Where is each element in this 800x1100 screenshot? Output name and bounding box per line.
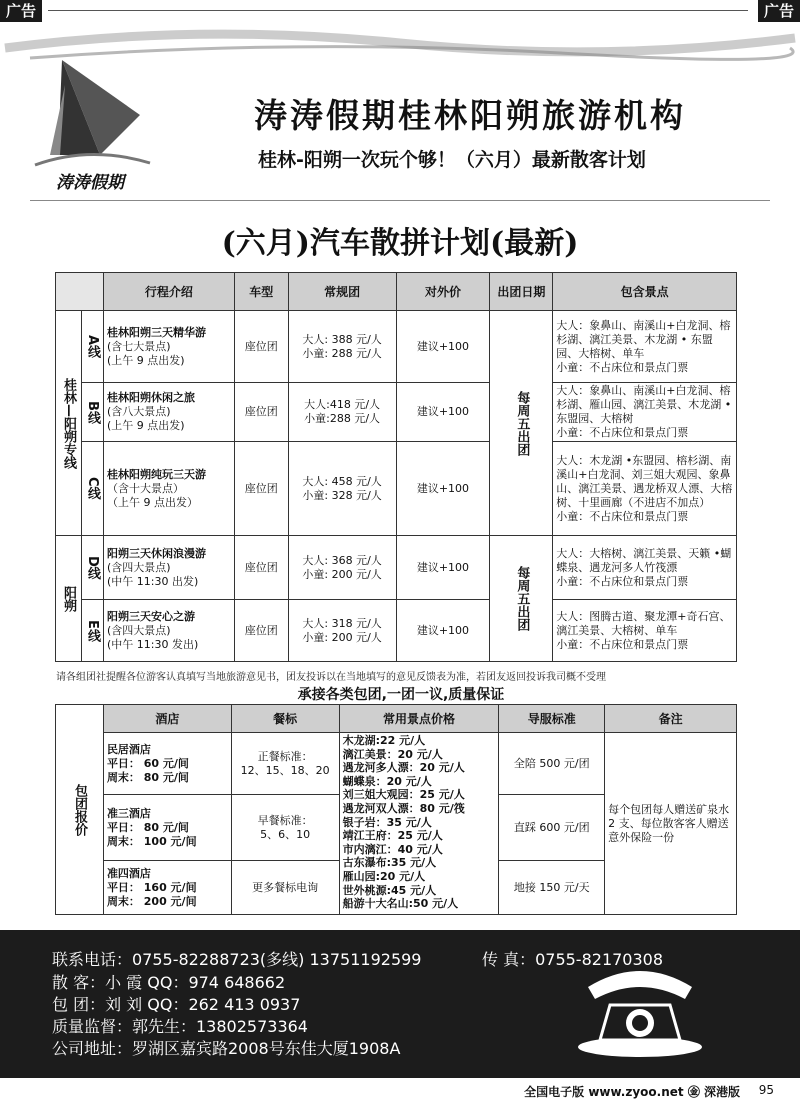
line-code: C线 bbox=[81, 442, 103, 536]
logo-text: 涛涛假期 bbox=[56, 173, 124, 193]
group-label: 桂林—阳朔专线 bbox=[56, 311, 82, 536]
regular-price: 大人:418 元/人 小童:288 元/人 bbox=[288, 383, 396, 442]
slogan: 桂林-阳朔一次玩个够！（六月）最新散客计划 bbox=[258, 149, 646, 171]
site-label: 全国电子版 www.zyoo.net ㊎ 深港版 bbox=[524, 1085, 740, 1099]
page-number: 95 bbox=[758, 1083, 774, 1097]
external-price: 建议+100 bbox=[396, 311, 490, 383]
header-divider bbox=[30, 200, 770, 201]
ad-label-left: 广告 bbox=[0, 0, 42, 22]
header-blank bbox=[56, 273, 104, 311]
hotel-cell: 准三酒店 平日： 80 元/间 周末： 100 元/间 bbox=[103, 795, 231, 861]
col-date: 出团日期 bbox=[490, 273, 553, 311]
itinerary: 阳朔三天休闲浪漫游 (含四大景点) (中午 11:30 出发) bbox=[103, 536, 234, 600]
charter-side-label: 包团报价 bbox=[56, 705, 104, 915]
table-row bbox=[56, 442, 737, 536]
col-meal: 餐标 bbox=[231, 705, 339, 733]
col-spots: 包含景点 bbox=[553, 273, 737, 311]
table-row bbox=[56, 733, 737, 795]
itinerary: 桂林阳朔三天精华游 (含七大景点) (上午 9 点出发) bbox=[103, 311, 234, 383]
table-row bbox=[56, 311, 737, 383]
contact-charter: 包 团：刘 刘 QQ：262 413 0937 bbox=[52, 995, 301, 1014]
contact-fax: 传 真：0755-82170308 bbox=[482, 950, 664, 969]
itinerary: 桂林阳朔纯玩三天游 （含十大景点） （上午 9 点出发） bbox=[103, 442, 234, 536]
col-itinerary: 行程介绍 bbox=[103, 273, 234, 311]
line-code: A线 bbox=[81, 311, 103, 383]
guide-cell: 全陪 500 元/团 bbox=[499, 733, 605, 795]
col-price: 对外价 bbox=[396, 273, 490, 311]
spot-prices-cell: 木龙湖:22 元/人 漓江美景：20 元/人 遇龙河多人漂：20 元/人 蝴蝶泉：20 元/人 刘三姐大观园：25 元/人 遇龙河双人漂：80 元/筏 银子岩：35 元/人 靖江王府：25 元/人 市内漓江：40 元/人 古东瀑布:35 元/人 雁山园:20 元/人 世外桃源:45 元/人 船游十大名山:50 元/人 bbox=[339, 733, 499, 915]
external-price: 建议+100 bbox=[396, 536, 490, 600]
regular-price: 大人: 368 元/人 小童: 200 元/人 bbox=[288, 536, 396, 600]
hotel-cell: 准四酒店 平日： 160 元/间 周末： 200 元/间 bbox=[103, 861, 231, 915]
col-remark: 备注 bbox=[605, 705, 737, 733]
regular-price: 大人: 388 元/人 小童: 288 元/人 bbox=[288, 311, 396, 383]
table-row bbox=[56, 600, 737, 662]
line-code: D线 bbox=[81, 536, 103, 600]
table-row bbox=[56, 383, 737, 442]
col-spot-prices: 常用景点价格 bbox=[339, 705, 499, 733]
included-spots: 大人：象鼻山、南溪山+白龙洞、榕杉湖、雁山园、漓江美景、木龙湖 • 东盟园、大榕树 小童：不占床位和景点门票 bbox=[553, 383, 737, 442]
charter-subhead: 承接各类包团,一团一议,质量保证 bbox=[297, 687, 505, 703]
charter-table bbox=[55, 704, 737, 915]
col-hotel: 酒店 bbox=[103, 705, 231, 733]
telephone-icon bbox=[570, 955, 710, 1065]
plan-table bbox=[55, 272, 737, 662]
car-type: 座位团 bbox=[234, 536, 288, 600]
meal-cell: 早餐标准： 5、6、10 bbox=[231, 795, 339, 861]
itinerary: 桂林阳朔休闲之旅 (含八大景点) (上午 9 点出发) bbox=[103, 383, 234, 442]
line-code: B线 bbox=[81, 383, 103, 442]
external-price: 建议+100 bbox=[396, 383, 490, 442]
external-price: 建议+100 bbox=[396, 600, 490, 662]
included-spots: 大人：木龙湖 •东盟园、榕杉湖、南溪山+白龙洞、刘三姐大观园、象鼻山、漓江美景、遇龙桥双人漂、大榕树、十里画廊（不进店不加点） 小童：不占床位和景点门票 bbox=[553, 442, 737, 536]
contact-phone: 联系电话：0755-82288723(多线) 13751192599 bbox=[52, 950, 422, 969]
meal-cell: 更多餐标电询 bbox=[231, 861, 339, 915]
hotel-cell: 民居酒店 平日： 60 元/间 周末： 80 元/间 bbox=[103, 733, 231, 795]
notice-text: 请各组团社提醒各位游客认真填写当地旅游意见书，团友投诉以在当地填写的意见反馈表为准，若团友返回投诉我司概不受理 bbox=[56, 672, 606, 683]
col-car: 车型 bbox=[234, 273, 288, 311]
page-title: (六月)汽车散拼计划(最新) bbox=[221, 226, 579, 261]
included-spots: 大人：大榕树、漓江美景、天籁 •蝴蝶泉、遇龙河多人竹筏漂 小童：不占床位和景点门票 bbox=[553, 536, 737, 600]
contact-scatter: 散 客：小 霞 QQ：974 648662 bbox=[52, 973, 286, 992]
contact-address: 公司地址：罗湖区嘉宾路2008号东佳大厦1908A bbox=[52, 1039, 401, 1058]
regular-price: 大人: 458 元/人 小童: 328 元/人 bbox=[288, 442, 396, 536]
meal-cell: 正餐标准： 12、15、18、20 bbox=[231, 733, 339, 795]
regular-price: 大人: 318 元/人 小童: 200 元/人 bbox=[288, 600, 396, 662]
contact-quality: 质量监督：郭先生：13802573364 bbox=[52, 1017, 308, 1036]
included-spots: 大人：象鼻山、南溪山+白龙洞、榕杉湖、漓江美景、木龙湖 • 东盟园、大榕树、单车 小童：不占床位和景点门票 bbox=[553, 311, 737, 383]
col-guide: 导服标准 bbox=[499, 705, 605, 733]
page-footer bbox=[0, 1080, 800, 1100]
org-name: 涛涛假期桂林阳朔旅游机构 bbox=[254, 96, 686, 135]
car-type: 座位团 bbox=[234, 383, 288, 442]
ad-divider bbox=[48, 10, 748, 11]
remark-cell: 每个包团每人赠送矿泉水 2 支、每位散客客人赠送意外保险一份 bbox=[605, 733, 737, 915]
table-row bbox=[56, 536, 737, 600]
car-type: 座位团 bbox=[234, 600, 288, 662]
col-regular: 常规团 bbox=[288, 273, 396, 311]
external-price: 建议+100 bbox=[396, 442, 490, 536]
line-code: E线 bbox=[81, 600, 103, 662]
guide-cell: 直踩 600 元/团 bbox=[499, 795, 605, 861]
ad-label-right: 广告 bbox=[758, 0, 800, 22]
guide-cell: 地接 150 元/天 bbox=[499, 861, 605, 915]
itinerary: 阳朔三天安心之游 (含四大景点) (中午 11:30 发出) bbox=[103, 600, 234, 662]
group-label: 阳朔 bbox=[56, 536, 82, 662]
depart-date: 每周五出团 bbox=[490, 536, 553, 662]
depart-date: 每周五出团 bbox=[490, 311, 553, 536]
car-type: 座位团 bbox=[234, 311, 288, 383]
included-spots: 大人：图腾古道、聚龙潭+奇石宫、漓江美景、大榕树、单车 小童：不占床位和景点门票 bbox=[553, 600, 737, 662]
car-type: 座位团 bbox=[234, 442, 288, 536]
